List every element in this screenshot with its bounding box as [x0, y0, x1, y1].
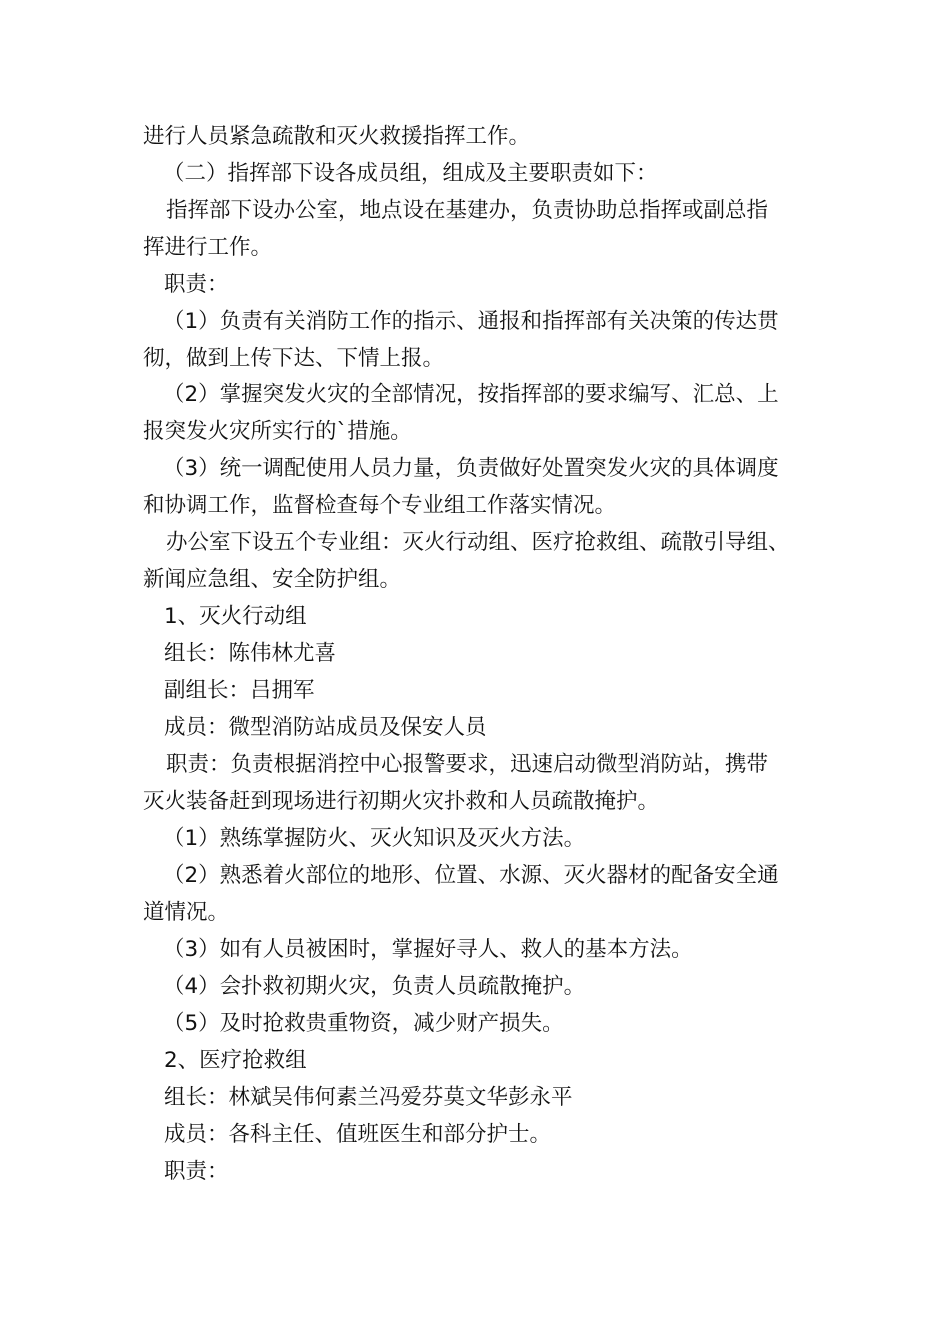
- list-item: （2）熟悉着火部位的地形、位置、水源、灭火器材的配备安全通: [163, 863, 779, 888]
- label-line: 职责：: [164, 1159, 229, 1184]
- list-item: （1）负责有关消防工作的指示、通报和指挥部有关决策的传达贯: [163, 309, 779, 334]
- text-line: 成员：各科主任、值班医生和部分护士。: [164, 1122, 552, 1147]
- list-item: （5）及时抢救贵重物资，减少财产损失。: [163, 1011, 564, 1036]
- text-line: 指挥部下设办公室，地点设在基建办，负责协助总指挥或副总指: [166, 198, 769, 223]
- text-line: 彻，做到上传下达、下情上报。: [143, 346, 445, 371]
- text-line: 挥进行工作。: [143, 235, 273, 260]
- list-item: （2）掌握突发火灾的全部情况，按指挥部的要求编写、汇总、上: [163, 382, 779, 407]
- text-line: 组长：陈伟林尤喜: [164, 641, 337, 666]
- list-item: （3）如有人员被困时，掌握好寻人、救人的基本方法。: [163, 937, 693, 962]
- text-line: 成员：微型消防站成员及保安人员: [164, 715, 487, 740]
- text-line: 组长：林斌吴伟何素兰冯爱芬莫文华彭永平: [164, 1085, 573, 1110]
- text-line: 职责：负责根据消控中心报警要求，迅速启动微型消防站，携带: [166, 752, 769, 777]
- text-line: 道情况。: [143, 900, 230, 925]
- list-item: （3）统一调配使用人员力量，负责做好处置突发火灾的具体调度: [163, 456, 779, 481]
- group-heading: 2、医疗抢救组: [164, 1048, 307, 1073]
- text-line: 报突发火灾所实行的`措施。: [143, 419, 412, 444]
- section-heading: （二）指挥部下设各成员组，组成及主要职责如下：: [163, 161, 658, 186]
- text-line: 灭火装备赶到现场进行初期火灾扑救和人员疏散掩护。: [143, 789, 660, 814]
- text-line: 办公室下设五个专业组：灭火行动组、医疗抢救组、疏散引导组、: [166, 530, 790, 555]
- text-line: 和协调工作，监督检查每个专业组工作落实情况。: [143, 493, 617, 518]
- list-item: （4）会扑救初期火灾，负责人员疏散掩护。: [163, 974, 586, 999]
- text-line: 新闻应急组、安全防护组。: [143, 567, 402, 592]
- text-line: 进行人员紧急疏散和灭火救援指挥工作。: [143, 124, 531, 149]
- label-line: 职责：: [164, 272, 229, 297]
- text-line: 副组长：吕拥军: [164, 678, 315, 703]
- list-item: （1）熟练掌握防火、灭火知识及灭火方法。: [163, 826, 586, 851]
- group-heading: 1、灭火行动组: [164, 604, 307, 629]
